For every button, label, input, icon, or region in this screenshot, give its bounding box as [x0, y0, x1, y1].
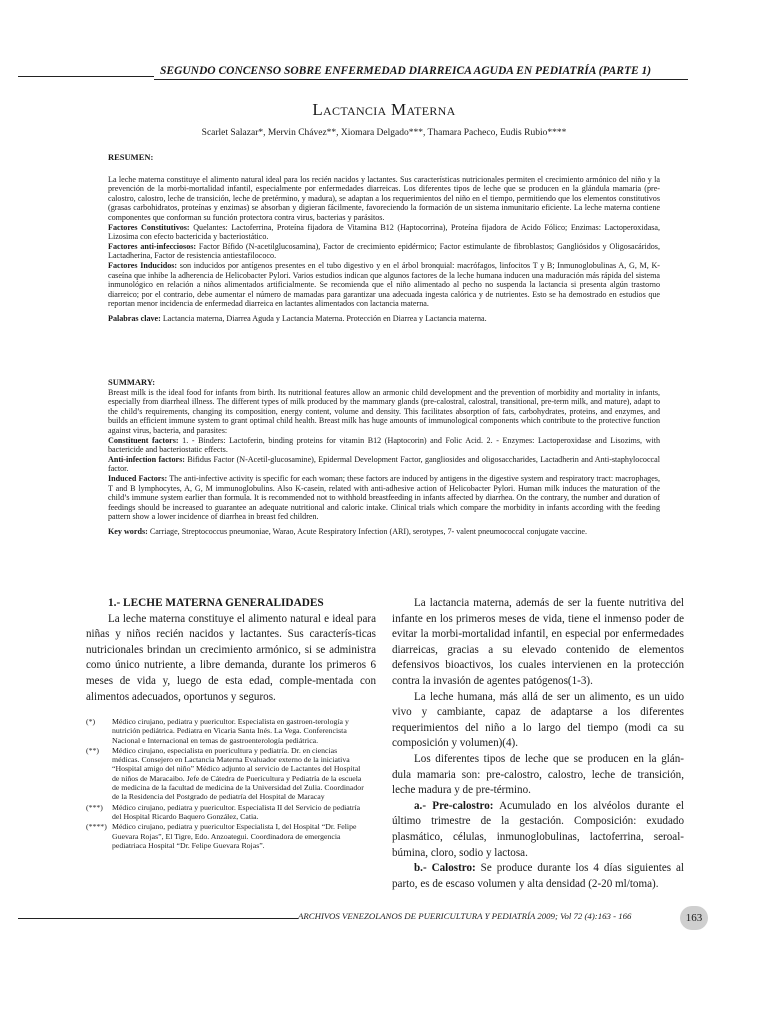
right-column: [392, 596, 684, 892]
right-paragraph-3: Los diferentes tipos de leche que se producen en la glán-dula mamaria son: pre-calostro, calostro, leche de transición, leche madura y de pre-término.: [392, 752, 684, 797]
resumen-intro: La leche materna constituye el alimento natural ideal para los recién nacidos y lactantes. Sus características nutricionales permiten el crecimiento armónico del niño y la prevención de la morbi-mortalidad infantil, especialmente por enfermedades diarreicas. Los diferentes tipos de leche que se producen en la glándula mamaria (pre-calostro, calostro, leche de transición, leche de pretérmino, y madura), se adaptan a los requerimientos del niño en el tiempo, permitiendo que los elementos constitutivos (grasas carbohidratos, proteínas y enzimas) se absorban y digieran fácilmente, favoreciendo la formación de un sistema inmunitario eficiente. La leche materna contiene componentes que conforman su función protectora contra virus, bacterias y parásitos.: [108, 174, 660, 222]
resumen-keywords: Palabras clave: Lactancia materna, Diarrea Aguda y Lactancia Materna. Protección en Diarrea y Lactancia materna.: [108, 313, 487, 323]
left-column: [86, 596, 376, 705]
article-title: Lactancia Materna: [312, 100, 456, 119]
footnote-4: (****) Médico cirujano, pediatra y puericultor Especialista I, del Hospital “Dr. Felipe Guevara Rojas”, El Tigre, Edo. Anzoategui. Coordinadora de emergencia pediatriaca Hospital “Dr. Felipe Guevara Rojas”.: [86, 822, 357, 850]
resumen-anti-infective-label: Factores anti-infecciosos:: [108, 241, 197, 251]
right-paragraph-2: La leche humana, más allá de ser un alimento, es un uido vivo y cambiante, capaz de adaptarse a los diferentes requerimientos del niño a lo largo del tiempo (modi ca su composición y volumen)(4).: [392, 690, 684, 750]
footnote-3: (***) Médico cirujano, pediatra y puericultor. Especialista II del Servicio de pediatría del Hospital Ricardo Baquero González, Catia.: [86, 802, 361, 821]
resumen-anti-infective: Factores anti-infecciosos: Factor Bífido (N-acetilglucosamina), Factor de crecimiento epidérmico; Factor estimulante de fibroblastos; Gangliósidos y Oligosacáridos, Lactadherina, Factor de resistencia antiestafilococo.: [108, 241, 660, 261]
calostro-label: b.- Calostro:: [414, 862, 476, 875]
summary-anti-infection: Anti-infection factors: Bifidus Factor (N-Acetil-glucosamine), Epidermal Development Factor, gangliosides and oligosaccharides, Lactadherin and Anti-staphylococcal factor.: [108, 454, 660, 474]
footnote-1: (*) Médico cirujano, pediatra y puericultor. Especialista en gastroen-terología y nutrición pediátrica. Pediatra en Vicaria Santa Inés. La Vega. Conferencista Nacional e Internacional en temas de gastroenterología pediátrica.: [86, 717, 349, 745]
page-number: 163: [680, 906, 708, 930]
resumen-induced-label: Factores Inducidos:: [108, 260, 178, 270]
summary-anti-infection-label: Anti-infection factors:: [108, 454, 185, 464]
right-paragraph-calostro: b.- Calostro: Se produce durante los 4 días siguientes al parto, es de escaso volumen y alta densidad (2-20 ml/toma).: [392, 862, 684, 890]
summary-intro: Breast milk is the ideal food for infants from birth. Its nutritional features allow an armonic child development and the prevention of morbidity and mortality in infants, especially from diarrheal illness. The different types of milk produced by the mammary glands (pre-calostral, calostral, transitional, pre-term milk, and mature), adapt to the child’s requirements, changing its composition, energy content, volume and density. This facilitates absorption of fats, carbohydrates, proteins, and enzymes, and builds an efficient immune system to grant optimal child health. Breast milk has huge amounts of immunological components which contribute to the protective function against virus, bacteria, and parasites:: [108, 387, 660, 435]
footnote-2: (**) Médico cirujano, especialista en puericultura y pediatría. Dr. en ciencias médicas. Consejero en Lactancia Materna Evaluador externo de la iniciativa “Hospital amigo del niño” Médico adjunto al servicio de Lactantes del Hospital de niños de Maracaibo. Jefe de Cátedra de Puericultura y Pediatría de la escuela de medicina de la facultad de medicina de la Universidad del Zulia. Coordinador de la Residencia del Postgrado de pediatría del Hospital de Maracay: [86, 745, 364, 802]
right-paragraph-1: La lactancia materna, además de ser la fuente nutritiva del infante en los primeros meses de vida, tiene el inmenso poder de evitar la morbi-mortalidad infantil, en especial por enfermedades diarreicas, gracias a su elevado contenido de elementos defensivos bioactivos, los cuales intervienen en la protección contra la invasión de agentes patógenos(1-3).: [392, 597, 684, 687]
header-rule-right: [154, 79, 688, 80]
resumen-constitutive: Factores Constitutivos: Quelantes: Lactoferrina, Proteína fijadora de Vitamina B12 (Haptocorrina), Proteína fijadora de Acido Fólico; Enzimas: Lactoperoxidasa, Lizosima con efecto bactericida y bacteriostático.: [108, 222, 661, 242]
left-paragraph-1: La leche materna constituye el alimento natural e ideal para niñas y niños recién nacidos y lactantes. Sus caracterís-ticas nutricionales brindan un crecimiento armónico, si se administra como único nutriente, a libre demanda, durante los primeros 6 meses de vida y, luego de esta edad, comple-mentada con alimentos adecuados, oportunos y seguros.: [86, 612, 376, 703]
summary-constituent: Constituent factors: 1. - Binders: Lactoferin, binding proteins for vitamin B12 (Haptocorin) and Folic Acid. 2. - Enzymes: Lactoperoxidase and Lisozims, with bactericide and bacteriostatic effects.: [108, 435, 660, 455]
right-paragraph-precalostro: a.- Pre-calostro: Acumulado en los alvéolos durante el último trimestre de la gestación. Composición: exudado plasmático, células, inmunoglobulinas, lactoferrina, seroal-búmina, cloro, sodio y lactosa.: [392, 799, 684, 859]
running-header: SEGUNDO CONCENSO SOBRE ENFERMEDAD DIARREICA AGUDA EN PEDIATRÍA (PARTE 1): [160, 65, 652, 77]
resumen-constitutive-label: Factores Constitutivos:: [108, 222, 190, 232]
summary-heading: SUMMARY:: [108, 377, 156, 387]
summary-keywords-label: Key words:: [108, 526, 148, 536]
author-footnotes: [86, 717, 366, 851]
precalostro-label: a.- Pre-calostro:: [414, 799, 494, 812]
summary-induced: Induced Factors: The anti-infective activity is specific for each woman; these factors are induced by antigens in the digestive system and respiratory tract: macrophages, T and B lymphocytes, A, G, M immunoglobulins. Also K-casein, related with anti-adhesive action of Helicobacter Pylori. Human milk induces the maturation of the child’s immune system earlier than formula. It is recommended not to withhold breastfeeding in infants affected by diarrhea. On the contrary, the number and duration of feedings should be increased to guarantee an adequate nutritional and caloric intake. Clinical trials which compare the morbidity in infants according with the feeding pattern show a lower incidence of diarrhea in breast fed children.: [108, 473, 660, 522]
resumen-heading: RESUMEN:: [108, 152, 154, 162]
resumen-keywords-label: Palabras clave:: [108, 313, 161, 323]
author-list: Scarlet Salazar*, Mervin Chávez**, Xiomara Delgado***, Thamara Pacheco, Eudis Rubio****: [201, 128, 567, 138]
summary-induced-label: Induced Factors:: [108, 473, 168, 483]
summary-constituent-label: Constituent factors:: [108, 435, 179, 445]
summary-keywords: Key words: Carriage, Streptococcus pneumoniae, Warao, Acute Respiratory Infection (ARI), serotypes, 7- valent pneumococcal conjugate vaccine.: [108, 526, 588, 536]
journal-citation: ARCHIVOS VENEZOLANOS DE PUERICULTURA Y PEDIATRÍA 2009; Vol 72 (4):163 - 166: [298, 911, 632, 921]
resumen-block: [108, 153, 660, 324]
header-rule: [18, 76, 154, 77]
summary-block: [108, 378, 660, 537]
section-heading: 1.- LECHE MATERNA GENERALIDADES: [108, 597, 324, 609]
footer-rule: [18, 918, 298, 919]
resumen-induced: Factores Inducidos: son inducidos por antígenos presentes en el tubo digestivo y en el árbol bronquial: macrófagos, linfocitos T y B; Inmunoglobulinas A, G, M, K-caseína que inhibe la adherencia de Helicobacter Pylori. Varios estudios indican que algunos factores de la leche humana inducen una maduración más rápida del sistema inmunológico en relación a niños alimentados artificialmente. Se recomienda que el niño alimentado al pecho no suspenda la lactancia si presenta algún trastorno diarreico; por el contrario, debe aumentar el número de mamadas para garantizar una adecuada ingesta calórica y de nutrientes. Esto se ha demostrado en estudios que reportan menor incidencia de enfermedad diarreica en lactantes alimentados con lactancia materna.: [108, 260, 660, 309]
